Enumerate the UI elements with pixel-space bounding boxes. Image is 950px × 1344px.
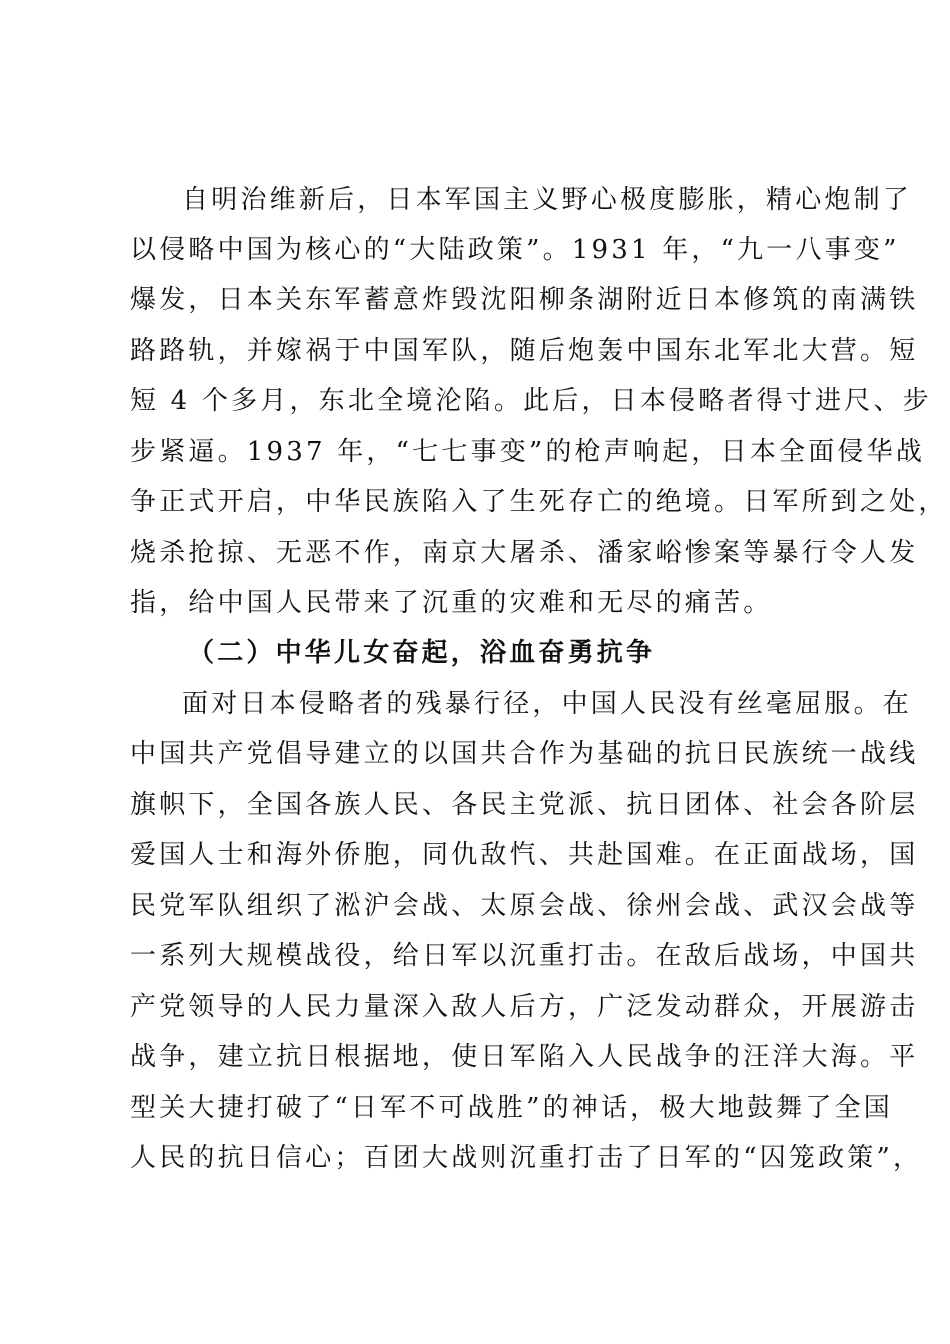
paragraph-1-line-9: 指，给中国人民带来了沉重的灾难和无尽的痛苦。 [130,588,773,618]
paragraph-2-line-8: 战争，建立抗日根据地，使日军陷入人民战争的汪洋大海。平 [130,1042,919,1072]
paragraph-2-line-6: 一系列大规模战役，给日军以沉重打击。在敌后战场，中国共 [130,941,919,971]
paragraph-1-line-3: 爆发，日本关东军蓄意炸毁沈阳柳条湖附近日本修筑的南满铁 [130,285,919,315]
paragraph-2-line-1: 面对日本侵略者的残暴行径，中国人民没有丝毫屈服。在 [182,689,913,719]
paragraph-2-line-4: 爱国人士和海外侨胞，同仇敌忾、共赴国难。在正面战场，国 [130,840,919,870]
paragraph-1-line-7: 争正式开启，中华民族陷入了生死存亡的绝境。日军所到之处， [130,487,948,517]
paragraph-2-line-7: 产党领导的人民力量深入敌人后方，广泛发动群众，开展游击 [130,992,919,1022]
paragraph-2-line-9: 型关大捷打破了“日军不可战胜”的神话，极大地鼓舞了全国 [130,1093,893,1123]
paragraph-2-line-3: 旗帜下，全国各族人民、各民主党派、抗日团体、社会各阶层 [130,790,919,820]
paragraph-1-line-1: 自明治维新后，日本军国主义野心极度膨胀，精心炮制了 [182,185,913,215]
paragraph-1-line-8: 烧杀抢掠、无恶不作，南京大屠杀、潘家峪惨案等暴行令人发 [130,538,919,568]
paragraph-1-line-5: 短 4 个多月，东北全境沦陷。此后，日本侵略者得寸进尺、步 [130,386,932,416]
section-heading: （二）中华儿女奋起，浴血奋勇抗争 [188,638,656,668]
paragraph-1-line-6: 步紧逼。1937 年，“七七事变”的枪声响起，日本全面侵华战 [130,437,926,467]
paragraph-1-line-4: 路路轨，并嫁祸于中国军队，随后炮轰中国东北军北大营。短 [130,336,919,366]
paragraph-2-line-2: 中国共产党倡导建立的以国共合作为基础的抗日民族统一战线 [130,739,919,769]
paragraph-1-line-2: 以侵略中国为核心的“大陆政策”。1931 年，“九一八事变” [130,235,900,265]
paragraph-2-line-10: 人民的抗日信心；百团大战则沉重打击了日军的“囚笼政策”， [130,1143,923,1173]
paragraph-2-line-5: 民党军队组织了淞沪会战、太原会战、徐州会战、武汉会战等 [130,891,919,921]
